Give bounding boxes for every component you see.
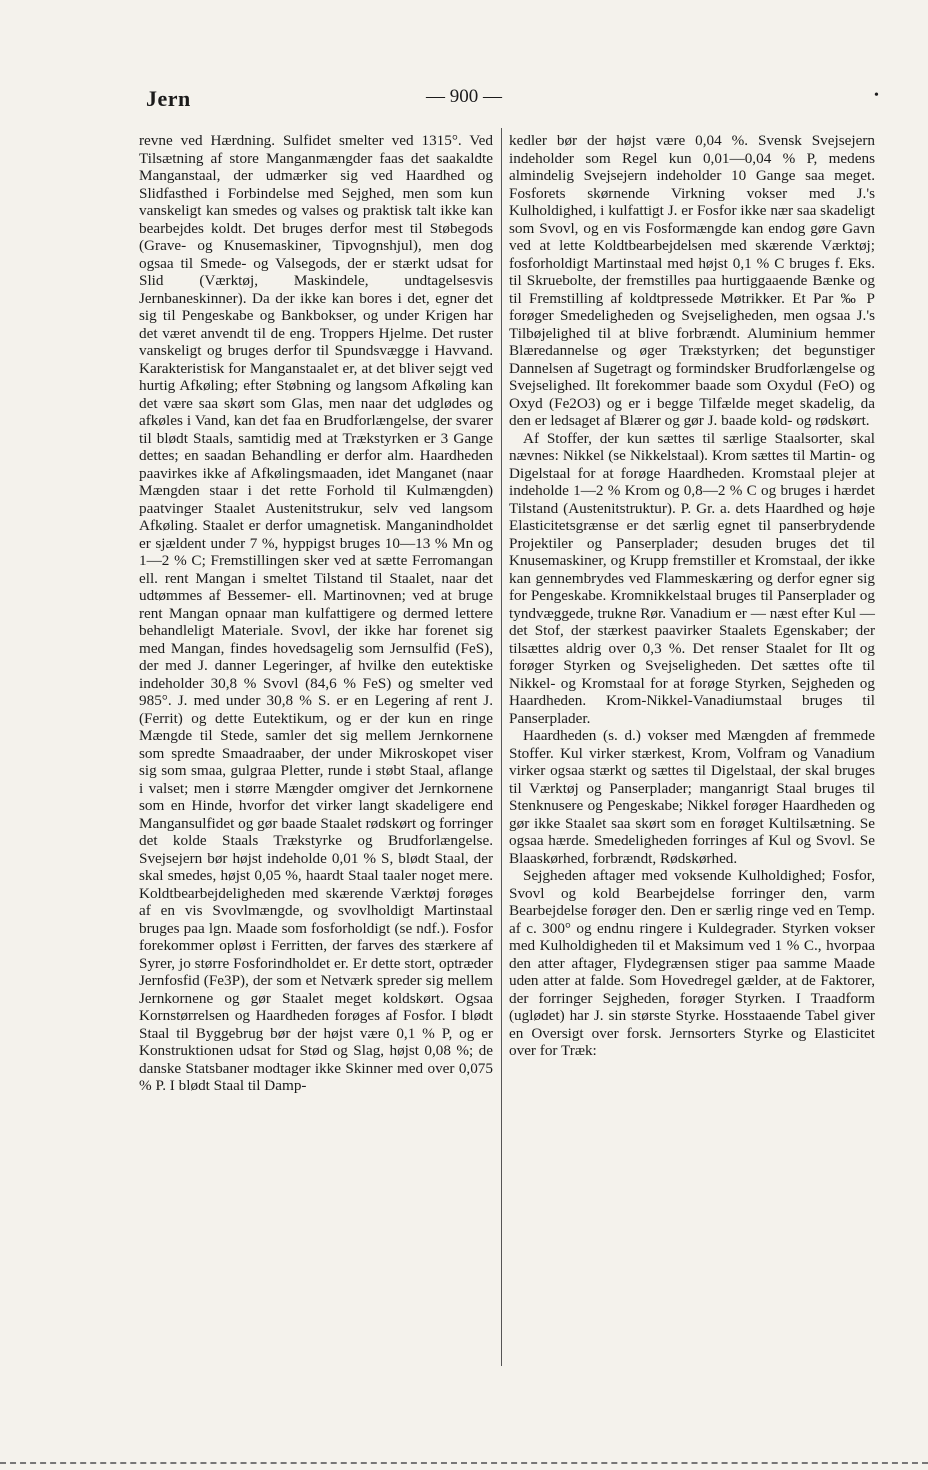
column-divider	[501, 128, 502, 1366]
paragraph: Sejgheden aftager med voksende Kulholdighed; Fosfor, Svovl og kold Bearbejdelse forringer den, varm Bearbejdelse forøger den. Den er særlig ringe ved en Temp. af c. 300° og endnu ringere i Kuldegrader. Styrken vokser med Kulholdigheden til et Maksimum ved 1 % C., hvorpaa den atter aftager, Flydegrænsen stiger paa samme Maade uden atter at falde. Som Hovedregel gælder, at de Faktorer, der forringer Sejgheden, forøger Styrken. I Traadform (uglødet) har J. sin største Styrke. Hosstaaende Tabel giver en Oversigt over forsk. Jernsorters Styrke og Elasticitet over for Træk:	[509, 867, 875, 1059]
paragraph: kedler bør der højst være 0,04 %. Svensk Svejsejern indeholder som Regel kun 0,01—0,04 % P, medens almindelig Svejsejern indeholder 10 Gange saa meget. Fosforets skørnende Virkning vokser med J.'s Kulholdighed, i kulfattigt J. er Fosfor ikke nær saa skadeligt som Svovl, og en vis Fosformængde kan endog gøre Gavn ved at lette Koldtbearbejdelsen med skærende Værktøj; fosforholdigt Martinstaal med højst 0,1 % C bruges f. Eks. til Skruebolte, der fremstilles paa hurtiggaaende Bænke og til Fremstilling af koldtpressede Møtrikker. Et Par ‰ P forøger Smedeligheden og Svejseligheden, men ogsaa J.'s Tilbøjelighed til at blive forbrændt. Aluminium hemmer Blæredannelse og øger Trækstyrken; det begunstiger Dannelsen af Sugetragt og formindsker Brudforlængelse og Svejselighed. Ilt forekommer baade som Oxydul (FeO) og Oxyd (Fe2O3) og er i begge Tilfælde meget skadelig, da den er ledsaget af Blærer og gør J. baade kold- og rødskørt.	[509, 132, 875, 429]
paragraph: Af Stoffer, der kun sættes til særlige Staalsorter, skal nævnes: Nikkel (se Nikkelstaal). Krom sættes til Martin- og Digelstaal for at forøge Haardheden. Kromstaal plejer at indeholde 1—2 % Krom og 0,8—2 % C og bruges i hærdet Tilstand (Austenitstruktur). P. Gr. a. dets Haardhed og høje Elasticitetsgrænse er det særlig egnet til panserbrydende Projektiler og Panserplader; desuden bruges det til Knusemaskiner, og Krupp fremstiller et Kromstaal, der ikke kan gennembrydes ved Flammeskæring og derfor egner sig for Pengeskabe. Kromnikkelstaal bruges til Panserplader og tyndvæggede, trukne Rør. Vanadium er — næst efter Kul — det Stof, der stærkest paavirker Staalets Egenskaber; der tilsættes aldrig over 0,3 %. Det renser Staalet for Ilt og forøger Styrken og Svejseligheden. Det sættes ofte til Nikkel- og Kromstaal for at forøge Styrken, Sejgheden og Haardheden. Krom-Nikkel-Vanadiumstaal bruges til Panserplader.	[509, 429, 875, 727]
right-column	[509, 132, 875, 1060]
left-column	[139, 132, 493, 1095]
paragraph: revne ved Hærdning. Sulfidet smelter ved 1315°. Ved Tilsætning af store Manganmængder faas det saakaldte Manganstaal, der udmærker sig ved Haardhed og Slidfasthed i Forbindelse med Sejghed, men som kun vanskeligt kan smedes og valses og praktisk talt ikke kan bearbejdes koldt. Det bruges derfor mest til Støbegods (Grave- og Knusemaskiner, Tipvognshjul), men dog ogsaa til Smede- og Valsegods, der er stærkt udsat for Slid (Værktøj, Maskindele, undtagelsesvis Jernbaneskinner). Da der ikke kan bores i det, egner det sig til Pengeskabe og Bankbokser, og under Krigen har det været anvendt til de eng. Troppers Hjelme. Det ruster vanskeligt og bruges derfor til Spundsvægge i Havvand. Karakteristisk for Manganstaalet er, at det bliver sejgt ved hurtig Afkøling; efter Støbning og langsom Afkøling kan det være saa skørt som Glas, men naar det udglødes og afkøles i Vand, kan det faa en Brudforlængelse, der svarer til blødt Staals, samtidig med at Trækstyrken er 3 Gange dettes; en saadan Behandling er derfor alm. Haardheden paavirkes ikke af Afkølingsmaaden, idet Manganet (naar Mængden staar i det rette Forhold til Kulmængden) paatvinger Staalet Austenitstrukur, selv ved langsom Afkøling. Staalet er derfor umagnetisk. Manganindholdet er sjældent under 7 %, hyppigst bruges 10—13 % Mn og 1—2 % C; Fremstillingen sker ved at sætte Ferromangan ell. rent Mangan i smeltet Tilstand til Staalet, naar det udtømmes af Bessemer- ell. Martinovnen; ved at bruge rent Mangan opnaar man kulfattigere og dermed lettere behandleligt Materiale. Svovl, der ikke har forenet sig med Mangan, findes hovedsagelig som Jernsulfid (FeS), der med J. danner Legeringer, af hvilke den eutektiske indeholder 30,8 % Svovl (84,6 % FeS) og smelter ved 985°. J. med under 30,8 % S. er en Legering af rent J. (Ferrit) og dette Eutektikum, og er der kun en ringe Mængde til Stede, samler det sig mellem Jernkornene som spredte Smaadraaber, der under Mikroskopet viser sig som smaa, gulgraa Pletter, runde i støbt Staal, aflange i valset; men i større Mængder omgiver det Jernkornene som en Hinde, hvorfor det virker langt skadeligere end Mangansulfidet og gør baade Staalet rødskørt og forringer det kolde Staals Trækstyrke og Brudforlængelse. Svejsejern bør højst indeholde 0,01 % S, blødt Staal, der skal smedes, højst 0,05 %, haardt Staal taaler noget mere. Koldtbearbejdeligheden med skærende Værktøj forøges af en vis Svovlmængde, og svovlholdigt Martinstaal bruges paa lgn. Maade som fosforholdigt (se ndf.). Fosfor forekommer opløst i Ferritten, der farves des stærkere af Syrer, jo større Fosforindholdet er. Er dette stort, optræder Jernfosfid (Fe3P), der som et Netværk spreder sig mellem Jernkornene og gør Staalet meget koldskørt. Ogsaa Kornstørrelsen og Haardheden forøges af Fosfor. I blødt Staal til Byggebrug bør der højst være 0,1 % P, og er Konstruktionen udsat for Stød og Slag, højst 0,08 %; de danske Statsbaner modtager ikke Skinner med over 0,075 % P. I blødt Staal til Damp-	[139, 132, 493, 1094]
paragraph: Haardheden (s. d.) vokser med Mængden af fremmede Stoffer. Kul virker stærkest, Krom, Volfram og Vanadium virker ogsaa stærkt og sættes til Digelstaal, der skal bruges til Værktøj og Panserplader; manganrigt Staal bruges til Stenknusere og Pengeskabe; Nikkel forøger Haardheden og gør ikke Staalet saa skørt som en forøget Kultilsætning. Se ogsaa hærde. Smedeligheden forringes af Kul og Svovl. Se Blaaskørhed, forbrændt, Rødskørhed.	[509, 727, 875, 867]
page-header	[0, 86, 928, 112]
margin-mark: •	[874, 88, 879, 103]
bottom-edge-rule	[0, 1462, 928, 1464]
running-head: Jern	[146, 86, 191, 111]
page-number: — 900 —	[426, 86, 502, 107]
